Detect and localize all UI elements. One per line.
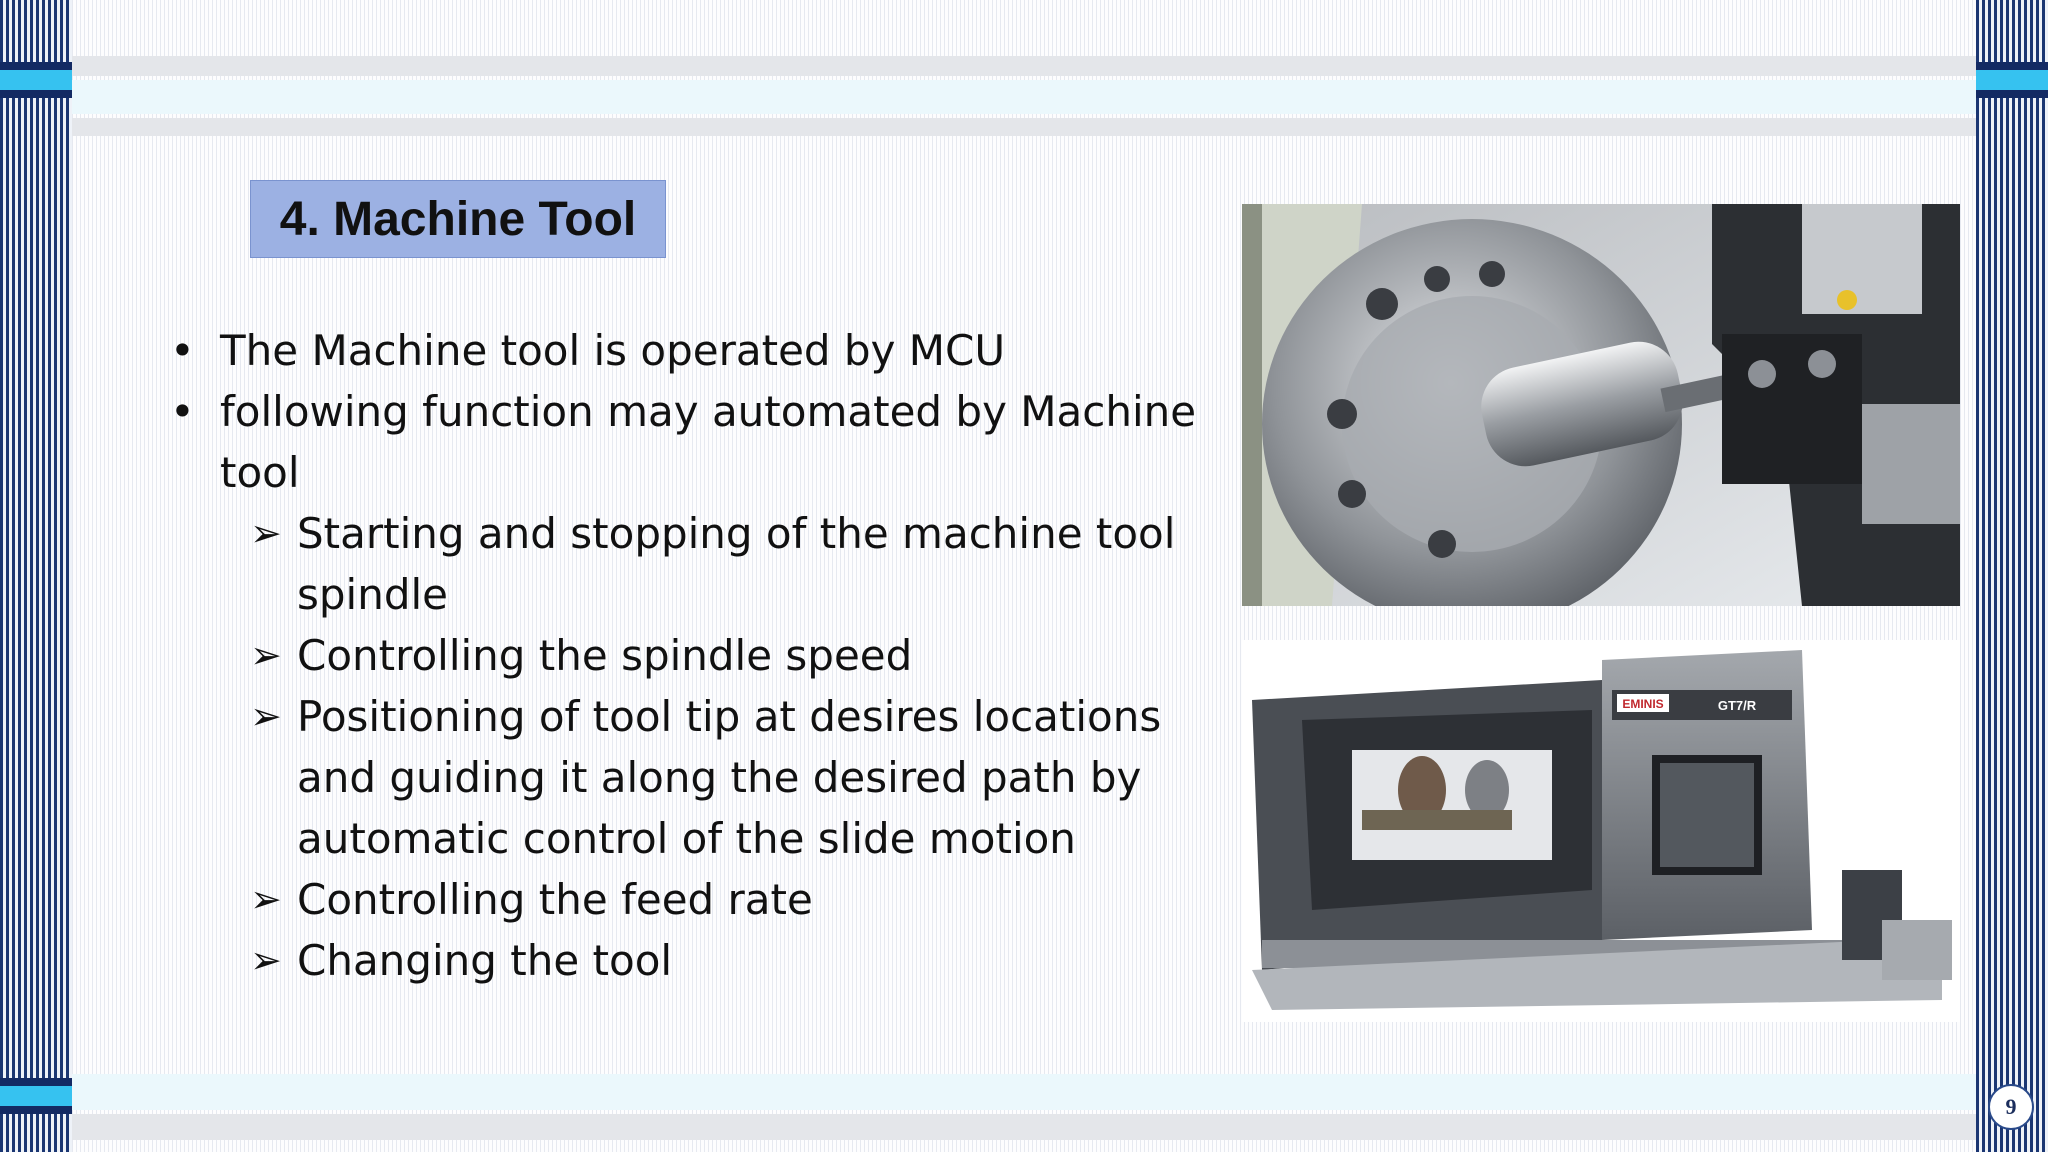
bottom-grey-bar xyxy=(72,1114,1976,1140)
left-bottom-accent xyxy=(0,1078,72,1114)
bullet-glyph: • xyxy=(170,326,195,375)
bullet-item xyxy=(170,320,1210,381)
page-number-badge xyxy=(1988,1084,2034,1130)
sub-item xyxy=(170,869,1210,930)
left-stripe-band xyxy=(0,0,72,1152)
slide-title-box xyxy=(250,180,666,258)
sub-item-text: Positioning of tool tip at desires locations and guiding it along the desired path by automatic control of the slide motion xyxy=(297,692,1162,863)
top-grey-bar xyxy=(72,56,1976,76)
right-stripe-band xyxy=(1976,0,2048,1152)
sub-item-text: Starting and stopping of the machine tool spindle xyxy=(297,509,1176,619)
bullet-text: following function may automated by Machine tool xyxy=(220,387,1197,497)
left-top-accent xyxy=(0,62,72,98)
machine-brand-text: EMINIS xyxy=(1622,697,1664,711)
right-top-accent xyxy=(1976,62,2048,98)
slide-title: 4. Machine Tool xyxy=(279,192,637,246)
machine-model-text: GT7/R xyxy=(1717,698,1757,713)
sub-item xyxy=(170,686,1210,869)
page-number: 9 xyxy=(2005,1094,2017,1119)
cnc-lathe-illustration xyxy=(1242,640,1960,1022)
sub-item xyxy=(170,503,1210,625)
bullet-item xyxy=(170,381,1210,503)
bullet-glyph: • xyxy=(170,387,195,436)
bullet-text: The Machine tool is operated by MCU xyxy=(220,326,1006,375)
arrow-bullet-icon: ➢ xyxy=(250,694,282,738)
bottom-cyan-bar xyxy=(72,1074,1976,1110)
slide-content xyxy=(170,320,1210,991)
arrow-bullet-icon: ➢ xyxy=(250,877,282,921)
sub-item-text: Controlling the feed rate xyxy=(297,875,813,924)
sub-item xyxy=(170,930,1210,991)
arrow-bullet-icon: ➢ xyxy=(250,511,282,555)
sub-item xyxy=(170,625,1210,686)
top-grey-bar-lower xyxy=(72,118,1976,136)
arrow-bullet-icon: ➢ xyxy=(250,938,282,982)
sub-item-text: Controlling the spindle speed xyxy=(297,631,913,680)
top-cyan-bar xyxy=(72,80,1976,114)
sub-item-text: Changing the tool xyxy=(297,936,673,985)
cnc-lathe-machine-photo xyxy=(1242,640,1960,1022)
arrow-bullet-icon: ➢ xyxy=(250,633,282,677)
lathe-chuck-photo xyxy=(1242,204,1960,606)
lathe-chuck-illustration xyxy=(1242,204,1960,606)
